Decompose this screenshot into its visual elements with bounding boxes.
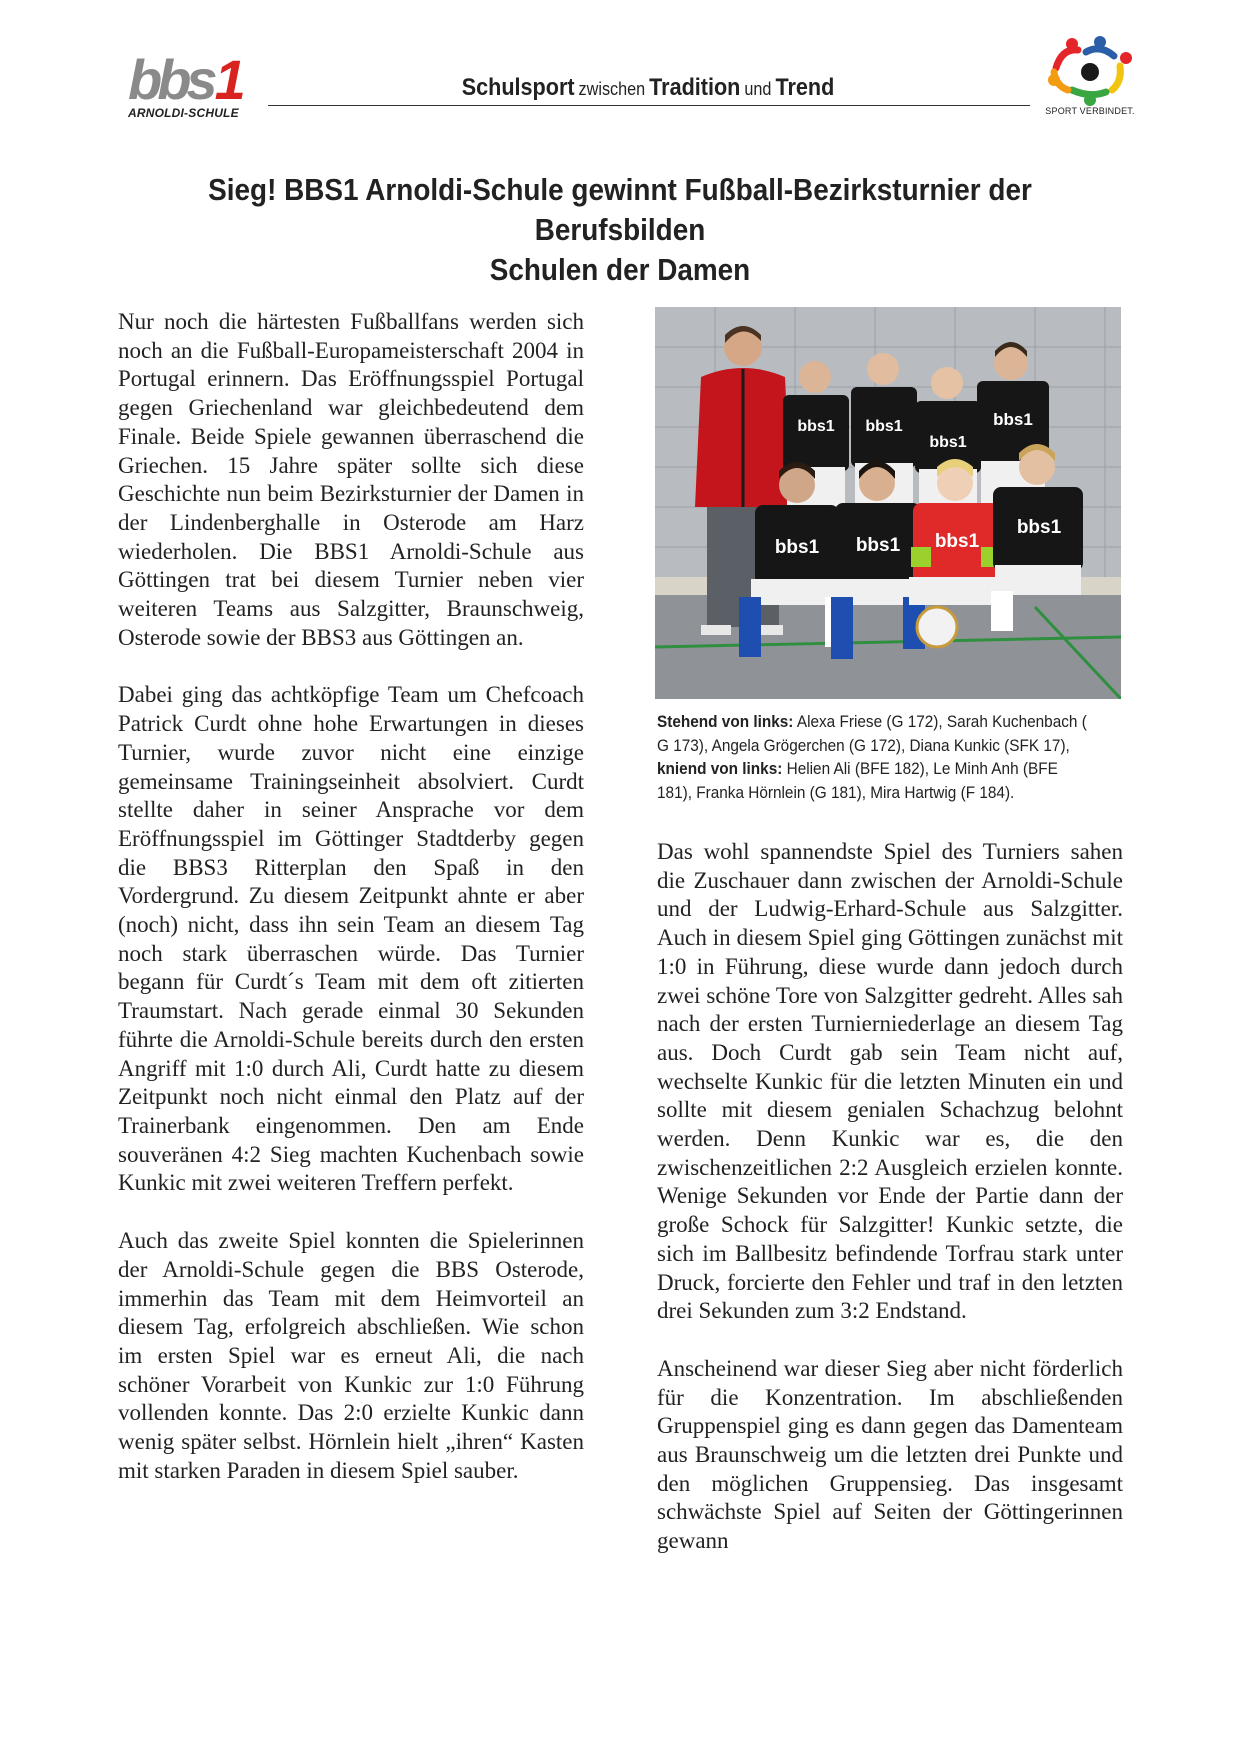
caption-names: Helien Ali (BFE 182), Le Minh Anh (BFE 181), Franka Hörnlein (G 181), Mira Hartwig (F 184).: [657, 760, 1058, 802]
body-paragraph: Anscheinend war dieser Sieg aber nicht förderlich für die Konzentration. Im abschließenden Gruppenspiel ging es dann gegen das Damenteam aus Braunschweig um die letzten drei Punkte und den möglichen Gruppensieg. Das insgesamt schwächste Spiel auf Seiten der Göttingerinnen gewann: [657, 1355, 1123, 1554]
photo-shirt-logo: bbs1: [855, 535, 901, 556]
photo-shirt-logo: bbs1: [797, 418, 835, 435]
header-title-word: Tradition: [649, 74, 741, 101]
header-title-word: Trend: [775, 74, 835, 101]
sport-verbindet-logo: [1042, 34, 1138, 124]
body-paragraph: Das wohl spannendste Spiel des Turniers sahen die Zuschauer dann zwischen der Arnoldi-Schule und der Ludwig-Erhard-Schule aus Salzgitter. Auch in diesem Spiel ging Göttingen zunächst mit 1:0 in Führung, diese wurde dann jedoch durch zwei schöne Tore von Salzgitter gedreht. Alles sah nach der ersten Turnierniederlage an diesem Tag aus. Doch Curdt gab sein Team nicht auf, wechselte Kunkic für die letzten Minuten ein und sollte mit diesem genialen Schachzug belohnt werden. Denn Kunkic war es, die den zwischenzeitlichen 2:2 Ausgleich erzielen konnte. Wenige Sekunden vor Ende der Partie dann der große Schock für Salzgitter! Kunkic setzte, die sich im Ballbesitz befindende Torfrau stark unter Druck, forcierte den Fehler und traf in den letzten drei Sekunden zum 3:2 Endstand.: [657, 839, 1123, 1324]
photo-shirt-logo: bbs1: [993, 410, 1033, 429]
header-title: [306, 74, 990, 102]
body-paragraph: Auch das zweite Spiel konnten die Spielerinnen der Arnoldi-Schule gegen die BBS Osterode, immerhin das Team mit dem Heimvorteil an diesem Tag, erfolgreich abschließen. Wie schon im ersten Spiel war es erneut Ali, die nach schöner Vorarbeit von Kunkic zur 1:0 Führung vollenden konnte. Das 2:0 erzielte Kunkic dann wenig später selbst. Hörnlein hielt „ihren“ Kasten mit starken Paraden in diesem Spiel sauber.: [118, 1228, 584, 1483]
photo-shirt-logo: bbs1: [929, 434, 967, 451]
school-logo-letters: bbs: [128, 48, 213, 111]
people-circle-icon: [1042, 34, 1138, 106]
header-title-word: Schulsport: [461, 74, 575, 101]
article-title-line: Schulen der Damen: [489, 252, 751, 287]
school-logo: [128, 48, 258, 124]
school-logo-number: 1: [214, 48, 246, 111]
caption-label: Stehend von links:: [657, 713, 794, 731]
photo-shirt-logo: bbs1: [865, 418, 903, 435]
photo-caption: [657, 711, 1096, 805]
school-logo-mark: [128, 48, 258, 111]
photo-shirt-logo: bbs1: [774, 537, 820, 558]
left-text-column: [118, 308, 584, 1514]
sport-verbindet-caption: SPORT VERBINDET.: [1045, 106, 1135, 116]
header-title-word: und: [744, 79, 772, 99]
photo-shirt-logo: bbs1: [1016, 517, 1062, 538]
school-logo-subtitle: ARNOLDI-SCHULE: [128, 106, 239, 120]
right-text-column: [657, 838, 1123, 1585]
article-title-line: Sieg! BBS1 Arnoldi-Schule gewinnt Fußball-Bezirksturnier der Berufsbilden: [208, 172, 1032, 247]
caption-label: kniend von links:: [657, 760, 783, 778]
caption-names: Alexa Friese (G 172), Sarah Kuchenbach ( G 173), Angela Grögerchen (G 172), Diana Kunkic (SFK 17),: [657, 713, 1087, 755]
photo-shirt-logo: bbs1: [934, 531, 980, 552]
body-paragraph: Nur noch die härtesten Fußballfans werden sich noch an die Fußball-Europameisterschaft 2004 in Portugal erinnern. Das Eröffnungsspiel Portugal gegen Griechenland war gleichbedeutend dem Finale. Beide Spiele gewannen überraschend die Griechen. 15 Jahre später sollte sich diese Geschichte nun beim Bezirksturnier der Damen in der Lindenberghalle in Osterode am Harz wiederholen. Die BBS1 Arnoldi-Schule aus Göttingen trat bei diesem Turnier neben vier weiteren Teams aus Salzgitter, Braunschweig, Osterode sowie der BBS3 aus Göttingen an.: [118, 309, 584, 650]
header-divider: [268, 105, 1030, 106]
article-title: [161, 170, 1079, 290]
header-title-word: zwischen: [578, 79, 646, 99]
body-paragraph: Dabei ging das achtköpfige Team um Chefcoach Patrick Curdt ohne hohe Erwartungen in dieses Turnier, wurde zuvor nicht eine einzige gemeinsame Trainingseinheit absolviert. Curdt stellte daher in seiner Ansprache vor dem Eröffnungsspiel im Göttinger Stadtderby gegen die BBS3 Ritterplan den Spaß in den Vordergrund. Zu diesem Zeitpunkt ahnte er aber (noch) nicht, dass ihn sein Team an diesem Tag noch stark überraschen würde. Das Turnier begann für Curdt´s Team mit dem oft zitierten Traumstart. Nach gerade einmal 30 Sekunden führte die Arnoldi-Schule bereits durch den ersten Angriff mit 1:0 durch Ali, Curdt hatte zu diesem Zeitpunkt noch nicht einmal den Platz auf der Trainerbank eingenommen. Den am Ende souveränen 4:2 Sieg machten Kuchenbach sowie Kunkic mit zwei weiteren Treffern perfekt.: [118, 682, 584, 1196]
team-photo: [655, 307, 1121, 699]
